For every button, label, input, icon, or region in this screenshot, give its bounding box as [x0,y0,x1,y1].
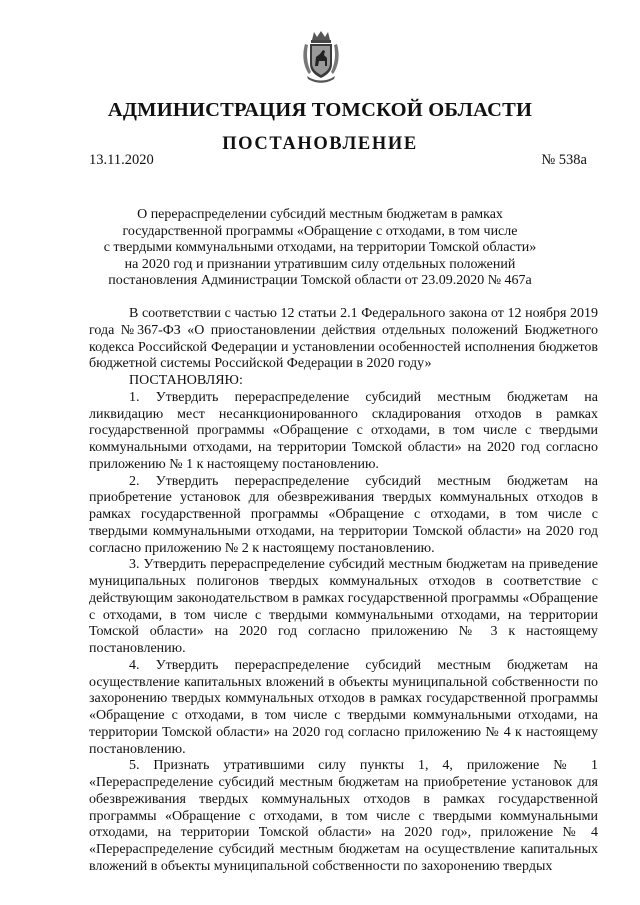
clause-paragraph: 5. Признать утратившими силу пункты 1, 4, приложение № 1 «Перераспределение субсидий местным бюджетам на приобретение установок для обезвреживания твердых коммунальных отходов в рамках государственной программы «Обращение с отходами, в том числе с твердыми коммунальными отходами, на территории Томской области» на 2020 год», приложение № 4 «Перераспределение субсидий местным бюджетам на осуществление капитальных вложений в объекты муниципальной собственности по захоронению твердых [89,758,598,874]
organization-name: АДМИНИСТРАЦИЯ ТОМСКОЙ ОБЛАСТИ [107,99,533,121]
clause-paragraph: 1. Утвердить перераспределение субсидий местным бюджетам на ликвидацию мест несанкционированного складирования отходов в рамках государственной программы «Обращение с отходами, в том числе с твердыми коммунальными отходами, на территории Томской области» на 2020 год согласно приложению № 1 к настоящему постановлению. [89,389,598,472]
tomsk-region-emblem-icon [301,30,341,84]
title-line: государственной программы «Обращение с отходами, в том числе [122,223,518,239]
title-line: с твердыми коммунальными отходами, на территории Томской области» [103,240,537,256]
document-number: № 538а [541,152,587,168]
clause-paragraph: 4. Утвердить перераспределение субсидий местным бюджетам на осуществление капитальных вложений в объекты муниципальной собственности по захоронению твердых коммунальных отходов в рамках государственной программы «Обращение с отходами, в том числе с твердыми коммунальными отходами, на территории Томской области» на 2020 год согласно приложению № 4 к настоящему постановлению. [89,657,598,757]
clause-paragraph: 3. Утвердить перераспределение субсидий местным бюджетам на приведение муниципальных полигонов твердых коммунальных отходов в соответствие с действующим законодательством в рамках государственной программы «Обращение с отходами, в том числе с твердыми коммунальными отходами, на территории Томской области» на 2020 год согласно приложению № 3 к настоящему постановлению. [89,557,598,656]
document-date: 13.11.2020 [89,152,154,168]
decree-heading: ПОСТАНОВЛЯЮ: [129,373,243,388]
clause-paragraph: 2. Утвердить перераспределение субсидий местным бюджетам на приобретение установок для обезвреживания твердых коммунальных отходов в рамках государственной программы «Обращение с отходами, в том числе с твердыми коммунальными отходами, на территории Томской области» на 2020 год согласно приложению № 2 к настоящему постановлению. [89,473,598,556]
title-line: О перераспределении субсидий местным бюджетам в рамках [137,207,503,222]
title-line: постановления Администрации Томской области от 23.09.2020 № 467а [108,273,532,289]
document-type: ПОСТАНОВЛЕНИЕ [222,134,418,154]
document-title [80,207,560,290]
document-body [89,306,598,876]
title-line: на 2020 год и признании утратившим силу отдельных положений [124,256,516,272]
preamble-paragraph: В соответствии с частью 12 статьи 2.1 Федерального закона от 12 ноября 2019 года №367-ФЗ «О приостановлении действия отдельных положений Бюджетного кодекса Российской Федерации и установлении особенностей исполнения бюджетов бюджетной системы Российской Федерации в 2020 году» [89,306,598,372]
